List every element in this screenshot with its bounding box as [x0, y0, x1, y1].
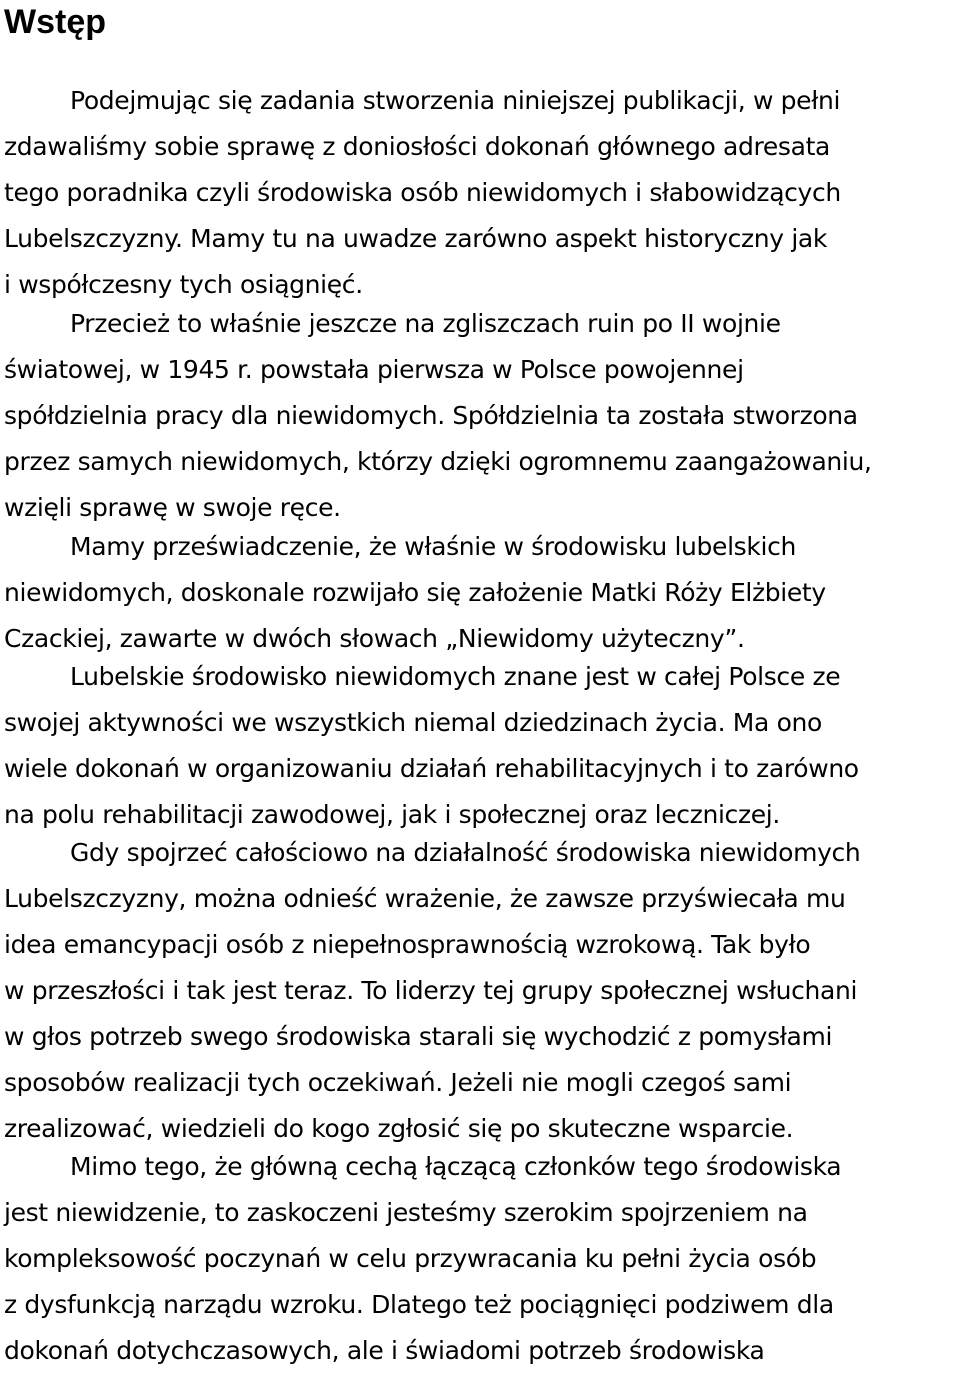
text-line: wiele dokonań w organizowaniu działań rehabilitacyjnych i to zarówno	[4, 754, 859, 783]
text-line: w głos potrzeb swego środowiska starali się wychodzić z pomysłami	[4, 1022, 833, 1051]
text-line: z dysfunkcją narządu wzroku. Dlatego też pociągnięci podziwem dla	[4, 1290, 834, 1319]
text-line: Lubelskie środowisko niewidomych znane jest w całej Polsce ze	[70, 662, 841, 691]
text-line: na polu rehabilitacji zawodowej, jak i społecznej oraz leczniczej.	[4, 800, 780, 829]
text-line: wzięli sprawę w swoje ręce.	[4, 493, 341, 522]
text-line: dokonań dotychczasowych, ale i świadomi potrzeb środowiska	[4, 1336, 765, 1365]
text-line: przez samych niewidomych, którzy dzięki ogromnemu zaangażowaniu,	[4, 447, 872, 476]
text-line: swojej aktywności we wszystkich niemal dziedzinach życia. Ma ono	[4, 708, 822, 737]
text-line: zdawaliśmy sobie sprawę z doniosłości dokonań głównego adresata	[4, 132, 830, 161]
text-line: Czackiej, zawarte w dwóch słowach „Niewidomy użyteczny”.	[4, 624, 745, 653]
text-line: sposobów realizacji tych oczekiwań. Jeżeli nie mogli czegoś sami	[4, 1068, 792, 1097]
page-title: Wstęp	[4, 3, 106, 41]
text-line: zrealizować, wiedzieli do kogo zgłosić się po skuteczne wsparcie.	[4, 1114, 794, 1143]
text-line: Przecież to właśnie jeszcze na zgliszczach ruin po II wojnie	[70, 309, 781, 338]
text-line: Lubelszczyzny, można odnieść wrażenie, że zawsze przyświecała mu	[4, 884, 846, 913]
text-line: w przeszłości i tak jest teraz. To liderzy tej grupy społecznej wsłuchani	[4, 976, 858, 1005]
text-line: idea emancypacji osób z niepełnosprawnością wzrokową. Tak było	[4, 930, 811, 959]
text-line: Mimo tego, że główną cechą łączącą członków tego środowiska	[70, 1152, 842, 1181]
text-line: światowej, w 1945 r. powstała pierwsza w Polsce powojennej	[4, 355, 744, 384]
text-line: tego poradnika czyli środowiska osób niewidomych i słabowidzących	[4, 178, 841, 207]
text-line: Gdy spojrzeć całościowo na działalność środowiska niewidomych	[70, 838, 861, 867]
text-line: spółdzielnia pracy dla niewidomych. Spółdzielnia ta została stworzona	[4, 401, 858, 430]
text-line: jest niewidzenie, to zaskoczeni jesteśmy szerokim spojrzeniem na	[4, 1198, 808, 1227]
text-line: Mamy przeświadczenie, że właśnie w środowisku lubelskich	[70, 532, 796, 561]
text-line: kompleksowość poczynań w celu przywracania ku pełni życia osób	[4, 1244, 817, 1273]
text-line: Lubelszczyzny. Mamy tu na uwadze zarówno aspekt historyczny jak	[4, 224, 828, 253]
text-line: Podejmując się zadania stworzenia niniejszej publikacji, w pełni	[70, 86, 841, 115]
text-line: niewidomych, doskonale rozwijało się założenie Matki Róży Elżbiety	[4, 578, 826, 607]
text-line: i współczesny tych osiągnięć.	[4, 270, 363, 299]
